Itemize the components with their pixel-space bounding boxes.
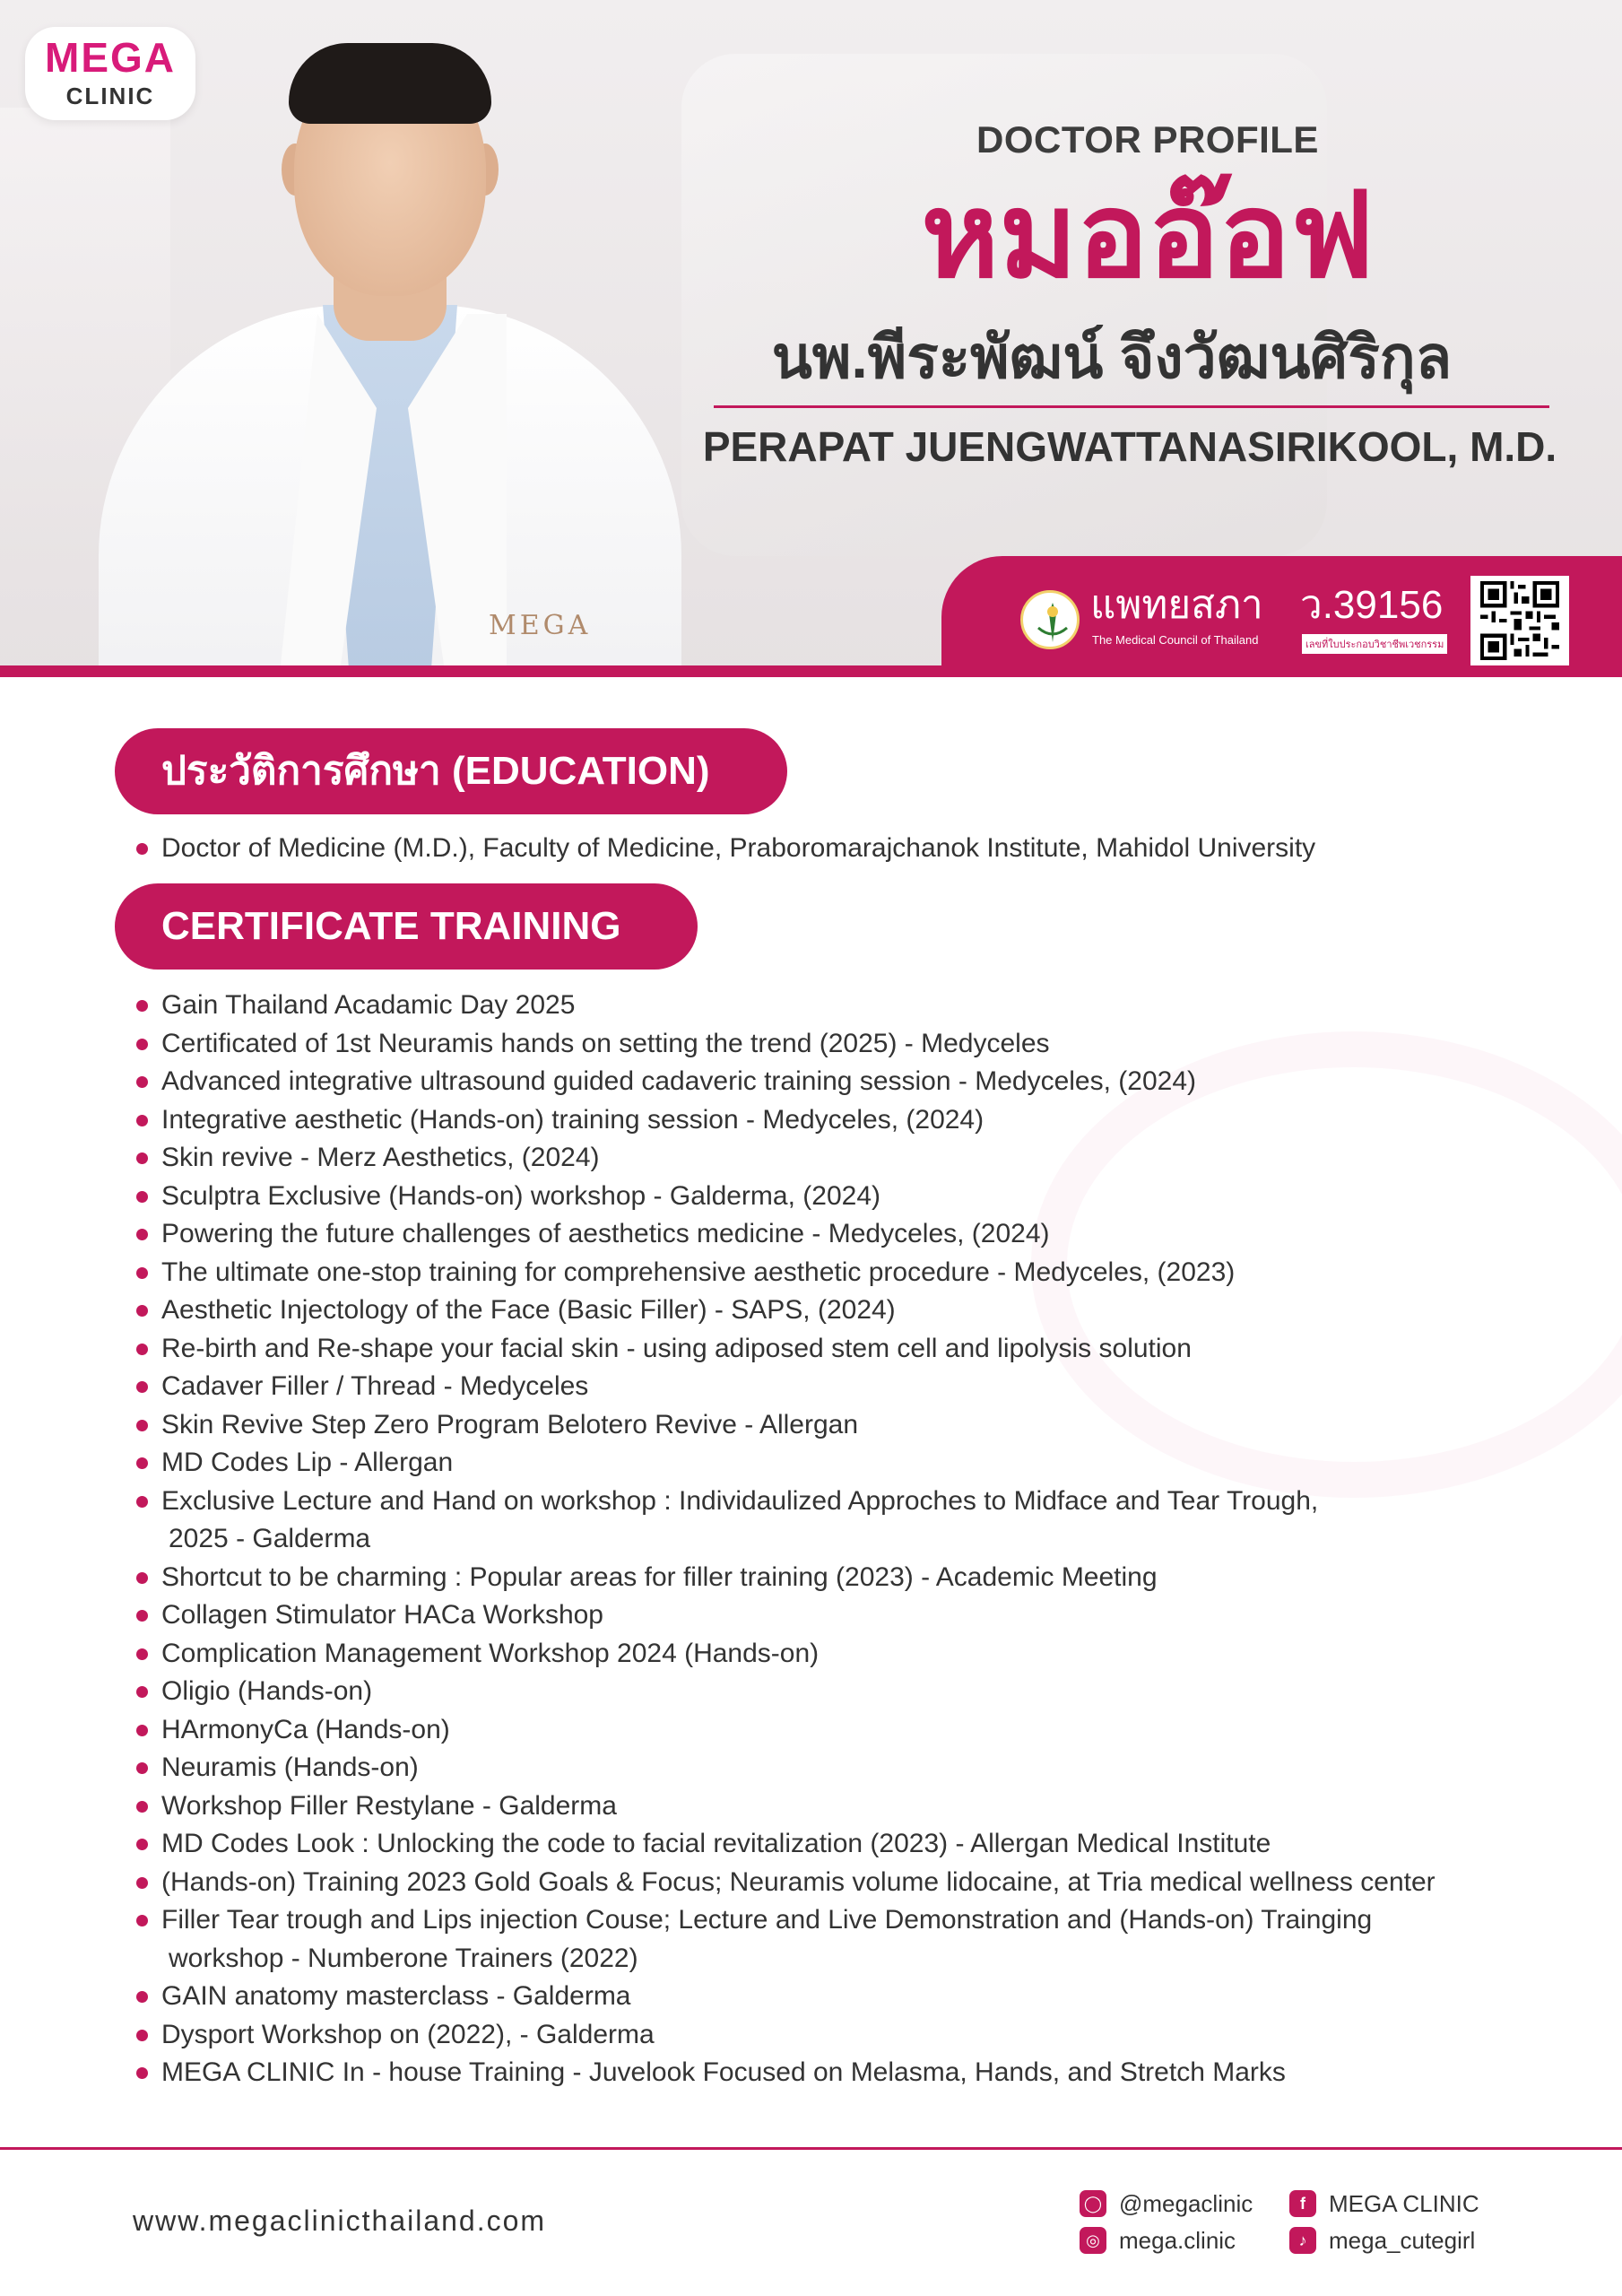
facebook-contact[interactable]	[1289, 2186, 1479, 2222]
list-item	[136, 1978, 1436, 2016]
list-item	[136, 1559, 1436, 1597]
list-item	[136, 1063, 1436, 1101]
line-handle: @megaclinic	[1119, 2189, 1253, 2217]
bullet-icon	[136, 1991, 148, 2003]
certificate-item-text: Skin revive - Merz Aesthetics, (2024)	[161, 1143, 600, 1172]
list-item	[136, 1444, 1436, 1483]
certificate-item-text: Advanced integrative ultrasound guided cadaveric training session - Medyceles, (2024)	[161, 1066, 1196, 1096]
bullet-icon	[136, 1000, 148, 1012]
list-item	[136, 1139, 1436, 1178]
tiktok-icon: ♪	[1289, 2227, 1316, 2254]
bullet-icon	[136, 1801, 148, 1813]
doctor-hair	[289, 43, 491, 124]
bullet-icon	[136, 843, 148, 855]
certificate-item-text: Oligio (Hands-on)	[161, 1676, 373, 1706]
doctor-thai-name: นพ.พีระพัฒน์ จึงวัฒนศิริกุล	[771, 324, 1453, 390]
bullet-icon	[136, 1725, 148, 1736]
certificate-item-text: HArmonyCa (Hands-on)	[161, 1714, 450, 1744]
bullet-icon	[136, 1686, 148, 1698]
medical-council-name: แพทยสภา	[1090, 583, 1263, 627]
coat-logo: MEGA	[489, 610, 592, 641]
bullet-icon	[136, 1877, 148, 1889]
education-item-text: Doctor of Medicine (M.D.), Faculty of Medicine, Praboromarajchanok Institute, Mahidol University	[161, 833, 1316, 863]
bullet-icon	[136, 1915, 148, 1926]
certificate-item-text: Skin Revive Step Zero Program Belotero Revive - Allergan	[161, 1409, 859, 1439]
certificate-item-text: Shortcut to be charming : Popular areas for filler training (2023) - Academic Meeting	[161, 1561, 1158, 1592]
certificate-item-text: Cadaver Filler / Thread - Medyceles	[161, 1371, 589, 1401]
bullet-icon	[136, 1115, 148, 1126]
medical-council-english: The Medical Council of Thailand	[1092, 633, 1259, 647]
list-item	[136, 1673, 1436, 1711]
bullet-icon	[136, 1191, 148, 1203]
list-item	[136, 1864, 1436, 1902]
logo-mega-text: MEGA	[45, 34, 176, 81]
certificate-item-text: Exclusive Lecture and Hand on workshop : Individaulized Approches to Midface and Tear Trough,	[161, 1485, 1319, 1516]
name-divider	[714, 405, 1549, 408]
list-item	[136, 987, 1436, 1025]
certificate-item-text: MEGA CLINIC In - house Training - Juvelook Focused on Melasma, Hands, and Stretch Marks	[161, 2057, 1286, 2087]
website-link[interactable]: www.megaclinicthailand.com	[133, 2205, 547, 2237]
list-item	[136, 1254, 1436, 1292]
certificate-item-text: MD Codes Look : Unlocking the code to facial revitalization (2023) - Allergan Medical Institute	[161, 1829, 1271, 1858]
logo-clinic-text: CLINIC	[56, 83, 166, 110]
list-item	[136, 1596, 1436, 1635]
list-item	[136, 1635, 1436, 1674]
list-item	[136, 1330, 1436, 1369]
certificate-item-text: Workshop Filler Restylane - Galderma	[161, 1790, 617, 1821]
certificate-item-text: Re-birth and Re-shape your facial skin - using adiposed stem cell and lipolysis solution	[161, 1333, 1192, 1363]
certificate-item-text: Powering the future challenges of aesthetics medicine - Medyceles, (2024)	[161, 1219, 1050, 1248]
certificate-item-text: Neuramis (Hands-on)	[161, 1752, 419, 1782]
bullet-icon	[136, 1496, 148, 1508]
bullet-icon	[136, 1839, 148, 1850]
bullet-icon	[136, 1648, 148, 1660]
certificate-item-text: Integrative aesthetic (Hands-on) training session - Medyceles, (2024)	[161, 1104, 984, 1135]
certificate-item-text: Complication Management Workshop 2024 (Hands-on)	[161, 1638, 820, 1668]
list-item	[136, 1711, 1436, 1750]
list-item	[136, 1483, 1436, 1559]
bullet-icon	[136, 1344, 148, 1355]
list-item	[136, 1215, 1436, 1254]
list-item	[136, 1749, 1436, 1787]
bullet-icon	[136, 1381, 148, 1393]
bullet-icon	[136, 1267, 148, 1279]
certificate-item-text: GAIN anatomy masterclass - Galderma	[161, 1981, 631, 2011]
qr-code-icon[interactable]	[1470, 576, 1569, 665]
mega-clinic-logo[interactable]	[25, 27, 195, 120]
tiktok-contact[interactable]	[1289, 2222, 1475, 2258]
certificate-item-text: Gain Thailand Acadamic Day 2025	[161, 990, 576, 1020]
medical-council-seal-icon	[1020, 590, 1080, 649]
line-contact[interactable]	[1080, 2186, 1253, 2222]
certificate-item-continuation: 2025 - Galderma	[169, 1524, 371, 1553]
list-item	[136, 1025, 1436, 1064]
bullet-icon	[136, 1457, 148, 1469]
bullet-icon	[136, 1762, 148, 1774]
certificate-item-text: Dysport Workshop on (2022), - Galderma	[161, 2019, 655, 2049]
list-item	[136, 1101, 1436, 1140]
list-item	[136, 1787, 1436, 1826]
certificate-list	[136, 987, 1436, 2092]
bullet-icon	[136, 2030, 148, 2041]
list-item	[136, 1292, 1436, 1330]
doctor-nickname: หมออ๊อฟ	[921, 170, 1375, 301]
facebook-handle: MEGA CLINIC	[1329, 2189, 1479, 2217]
bullet-icon	[136, 2067, 148, 2079]
bullet-icon	[136, 1229, 148, 1240]
certificate-item-continuation: workshop - Numberone Trainers (2022)	[169, 1943, 638, 1973]
tiktok-handle: mega_cutegirl	[1329, 2226, 1476, 2254]
instagram-icon: ◎	[1080, 2227, 1106, 2254]
bullet-icon	[136, 1076, 148, 1088]
bullet-icon	[136, 1572, 148, 1584]
certificate-item-text: Filler Tear trough and Lips injection Couse; Lecture and Live Demonstration and (Hands-on) Trainging	[161, 1905, 1373, 1935]
certificate-item-text: Aesthetic Injectology of the Face (Basic Filler) - SAPS, (2024)	[161, 1295, 896, 1325]
list-item	[136, 1368, 1436, 1406]
list-item	[136, 1825, 1436, 1864]
license-note: เลขที่ใบประกอบวิชาชีพเวชกรรม	[1302, 634, 1447, 654]
bullet-icon	[136, 1610, 148, 1622]
instagram-contact[interactable]	[1080, 2222, 1236, 2258]
certificate-item-text: The ultimate one-stop training for comprehensive aesthetic procedure - Medyceles, (2023)	[161, 1257, 1236, 1287]
certificate-item-text: Collagen Stimulator HACa Workshop	[161, 1600, 603, 1630]
education-heading: ประวัติการศึกษา (EDUCATION)	[115, 728, 787, 814]
bullet-icon	[136, 1420, 148, 1431]
line-icon: ◯	[1080, 2190, 1106, 2217]
license-number: ว.39156	[1300, 583, 1444, 627]
education-list	[136, 830, 1315, 868]
bullet-icon	[136, 1305, 148, 1317]
list-item	[136, 1178, 1436, 1216]
doctor-english-name: PERAPAT JUENGWATTANASIRIKOOL, M.D.	[702, 423, 1557, 470]
certificate-item-text: (Hands-on) Training 2023 Gold Goals & Focus; Neuramis volume lidocaine, at Tria medical wellness center	[161, 1866, 1436, 1897]
instagram-handle: mega.clinic	[1119, 2226, 1236, 2254]
list-item	[136, 830, 1315, 868]
list-item	[136, 1901, 1436, 1978]
certificate-item-text: Sculptra Exclusive (Hands-on) workshop - Galderma, (2024)	[161, 1180, 880, 1211]
bullet-icon	[136, 1039, 148, 1050]
list-item	[136, 1406, 1436, 1445]
certificate-heading: CERTIFICATE TRAINING	[115, 883, 698, 970]
list-item	[136, 2054, 1436, 2092]
certificate-item-text: MD Codes Lip - Allergan	[161, 1448, 454, 1477]
list-item	[136, 2016, 1436, 2055]
doctor-photo	[99, 36, 681, 677]
bullet-icon	[136, 1152, 148, 1164]
footer-divider	[0, 2147, 1622, 2150]
section-label: DOCTOR PROFILE	[976, 118, 1319, 161]
certificate-item-text: Certificated of 1st Neuramis hands on setting the trend (2025) - Medyceles	[161, 1028, 1050, 1058]
facebook-icon: f	[1289, 2190, 1316, 2217]
